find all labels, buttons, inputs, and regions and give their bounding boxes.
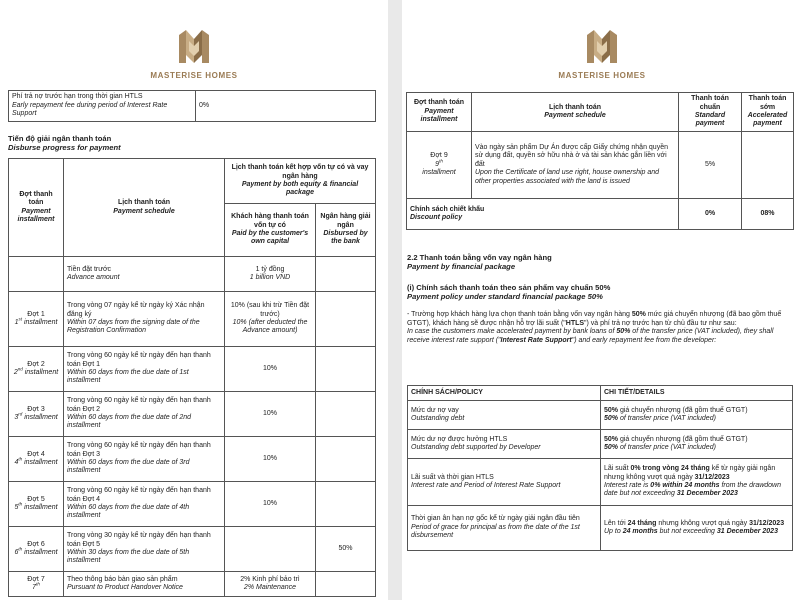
disburse-row [9, 257, 376, 292]
header-combined [225, 159, 376, 204]
installment-sup: th [18, 456, 23, 462]
detail-en-bold: 24 months [622, 528, 658, 535]
installment-ordinal [12, 581, 60, 592]
schedule-cell [64, 527, 225, 572]
disburse-row [9, 572, 376, 597]
detail-vi-bold2: 31/12/2023 [694, 473, 730, 481]
installment-9-ordinal [410, 158, 468, 169]
own-capital-en: 10% (after deducted the Advance amount) [232, 319, 308, 335]
para-en-part1: In case the customers make accelerated payment by bank loans of [407, 328, 617, 336]
header-schedule-vi: Lịch thanh toán [117, 199, 171, 207]
installment-cell [9, 572, 64, 597]
own-capital-cell [225, 392, 316, 437]
schedule-cell [64, 572, 225, 597]
disburse-title-vi: Tiến độ giải ngân thanh toán [8, 134, 112, 143]
brand-logo-icon [177, 27, 211, 65]
schedule-vi: Trong vòng 60 ngày kể từ ngày đến hạn thanh toán Đợt 2 [67, 397, 211, 413]
installment-en: installment [24, 459, 58, 466]
detail-vi-text: giá chuyển nhượng (đã gồm thuế GTGT) [618, 435, 748, 443]
disburse-row [9, 437, 376, 482]
installment-cell [9, 257, 64, 292]
para-en-bold2: Interest Rate Support [500, 336, 572, 344]
schedule-cell [64, 292, 225, 347]
installment-cell [9, 437, 64, 482]
installment-9-cell [407, 132, 472, 199]
detail-en [604, 528, 789, 536]
section-i-en: Payment policy under standard financial package 50% [407, 292, 603, 302]
bank-cell: 50% [316, 527, 376, 572]
detail-cell [601, 506, 793, 551]
installment-vi: Đợt 1 [27, 310, 45, 318]
detail-en [604, 444, 789, 452]
disburse-title-en: Disburse progress for payment [8, 143, 121, 153]
disburse-title [8, 134, 121, 152]
installment-cell [9, 392, 64, 437]
installment-sup: nd [17, 366, 23, 372]
detail-en-bold2: 31 December 2023 [716, 528, 778, 535]
header-schedule-en: Payment schedule [113, 207, 175, 215]
discount-accel: 08% [742, 199, 794, 230]
disburse-row [9, 527, 376, 572]
detail-vi-bold: 50% [604, 435, 619, 443]
installment-en: installment [24, 369, 59, 376]
section-i-title [407, 283, 610, 301]
header-installment-vi: Đợt thanh toán [19, 190, 53, 207]
brand-name-right: MASTERISE HOMES [558, 71, 646, 80]
detail-en-text: of transfer price (VAT included) [618, 415, 716, 422]
installment-ordinal [12, 501, 60, 512]
detail-en [604, 415, 789, 423]
bank-cell [316, 392, 376, 437]
brand-logo-right [547, 27, 657, 80]
own-capital-cell [225, 437, 316, 482]
installment-vi: Đợt 2 [27, 360, 45, 368]
own-capital-en: 2% Maintenance [243, 584, 297, 591]
header-policy: CHÍNH SÁCH/POLICY [408, 386, 601, 401]
installment-sup: rd [18, 411, 23, 417]
installment-num: 3 [14, 414, 19, 421]
left-page [0, 0, 388, 600]
installment-vi: Đợt 4 [27, 450, 45, 458]
right-page [402, 0, 800, 600]
para-vi-bold1: 50% [631, 311, 646, 318]
header-combined-vi: Lịch thanh toán kết hợp vốn tự có và vay ngân hàng [231, 164, 369, 180]
para-vi-part1: - Trường hợp khách hàng lựa chọn thanh toán bằng vốn vay ngân hàng [407, 311, 632, 318]
policy-cell [408, 459, 601, 506]
schedule-vi: Trong vòng 60 ngày kể từ ngày đến hạn thanh toán Đợt 1 [67, 352, 211, 368]
header-schedule-right-vi: Lịch thanh toán [548, 103, 602, 111]
para-vi-part3: ") và phí trả nợ trước hạn từ chủ đầu tư như sau: [584, 319, 737, 327]
policy-vi: Mức dư nợ vay [411, 406, 459, 414]
header-installment-right-vi: Đợt thanh toán [413, 99, 465, 107]
discount-standard: 0% [679, 199, 742, 230]
policy-en: Outstanding debt supported by Developer [411, 444, 541, 451]
own-capital-cell [225, 347, 316, 392]
own-capital-vi: 10% [262, 454, 277, 462]
policy-vi: Mức dư nợ được hưởng HTLS [411, 435, 508, 443]
header-installment [9, 159, 64, 257]
policy-en: Outstanding debt [411, 415, 465, 422]
header-standard-vi: Thanh toán chuẩn [691, 95, 729, 111]
detail-cell [601, 430, 793, 459]
payment-table-right [406, 92, 794, 230]
disburse-row [9, 482, 376, 527]
header-accel-en: Accelerated payment [747, 112, 788, 128]
schedule-vi: Tiền đặt trước [67, 265, 112, 273]
detail-en-text: but not exceeding [657, 528, 717, 535]
early-repayment-value: 0% [196, 91, 376, 122]
own-capital-vi: 10% [262, 409, 277, 417]
installment-9-en: installment [422, 169, 456, 177]
policy-en: Interest rate and Period of Interest Rate Support [411, 482, 561, 489]
detail-vi-bold: 24 tháng [627, 519, 657, 527]
header-own-capital [225, 204, 316, 257]
disburse-row [9, 347, 376, 392]
schedule-cell [64, 347, 225, 392]
installment-cell [9, 347, 64, 392]
detail-vi-bold: 0% trong vòng 24 tháng [630, 465, 710, 473]
bank-cell [316, 437, 376, 482]
disburse-table [8, 158, 376, 597]
schedule-vi: Trong vòng 30 ngày kể từ ngày đến hạn thanh toán Đợt 5 [67, 532, 211, 548]
header-bank [316, 204, 376, 257]
own-capital-vi: 10% (sau khi trừ Tiền đặt trước) [230, 302, 310, 318]
page-gap [388, 0, 402, 600]
disburse-body [9, 257, 376, 597]
detail-vi-text: giá chuyển nhượng (đã gồm thuế GTGT) [618, 406, 748, 414]
detail-en-bold: 0% within 24 months [650, 482, 720, 489]
header-own-en: Paid by the customer's own capital [231, 230, 309, 246]
installment-ordinal [12, 316, 60, 327]
detail-en-bold: 50% [604, 444, 619, 451]
header-installment-en: Payment installment [17, 207, 55, 223]
installment-9-schedule-vi: Vào ngày sản phẩm Dự Án được cấp Giấy chứng nhận quyền sử dụng đất, quyền sở hữu nhà ở và tài sản khác gắn liền với đất [475, 143, 668, 168]
header-own-vi: Khách hàng thanh toán vốn tự có [231, 213, 309, 229]
schedule-vi: Trong vòng 60 ngày kể từ ngày đến hạn thanh toán Đợt 3 [67, 442, 211, 458]
detail-en-bold2: 31 December 2023 [676, 490, 738, 498]
header-bank-en: Disbursed by the bank [323, 230, 368, 246]
schedule-cell [64, 257, 225, 292]
policy-cell [408, 401, 601, 430]
own-capital-vi: 1 tỷ đồng [255, 265, 285, 273]
installment-num: 7 [32, 584, 37, 591]
installment-vi: Đợt 6 [27, 540, 45, 548]
schedule-en: Within 60 days from the due date of 2nd installment [67, 414, 192, 430]
header-standard [679, 93, 742, 132]
detail-vi [604, 407, 789, 415]
installment-9-schedule [472, 132, 679, 199]
own-capital-cell [225, 482, 316, 527]
header-combined-en: Payment by both equity & financial package [241, 181, 359, 197]
policy-en: Period of grace for principal as from the date of the 1st disbursement [411, 523, 580, 540]
installment-cell [9, 482, 64, 527]
policy-body [408, 401, 793, 551]
own-capital-cell [225, 572, 316, 597]
discount-row [407, 199, 794, 230]
early-repayment-label-vi: Phí trả nợ trước hạn trong thời gian HTLS [12, 93, 143, 101]
installment-num: 5 [14, 504, 19, 511]
detail-vi-pre: Lên tới [604, 519, 628, 527]
installment-ordinal [12, 411, 60, 422]
header-bank-vi: Ngân hàng giải ngân [320, 213, 371, 229]
installment-sup: th [18, 546, 23, 552]
installment-ordinal [12, 456, 60, 467]
header-schedule-right-en: Payment schedule [544, 112, 606, 119]
brand-logo-icon [585, 27, 619, 65]
policy-row [408, 459, 793, 506]
installment-num: 1 [14, 319, 19, 326]
own-capital-en: 1 billion VND [249, 274, 291, 281]
disburse-row [9, 392, 376, 437]
section-2-2-title [407, 253, 552, 271]
discount-label-en: Discount policy [410, 214, 463, 221]
schedule-en: Pursuant to Product Handover Notice [67, 584, 183, 591]
installment-num: 2 [13, 369, 18, 376]
installment-9-num: 9 [435, 160, 440, 168]
header-accelerated [742, 93, 794, 132]
detail-vi-bold: 50% [604, 406, 619, 414]
para-en-part3: ") and early repayment fee from the developer: [571, 336, 717, 344]
bank-cell [316, 292, 376, 347]
section-2-2-vi: 2.2 Thanh toán bằng vốn vay ngân hàng [407, 253, 552, 262]
schedule-cell [64, 392, 225, 437]
loan-paragraph-en [407, 328, 791, 345]
own-capital-vi: 10% [262, 364, 277, 372]
header-accel-vi: Thanh toán sớm [748, 95, 787, 111]
installment-sup: th [18, 501, 23, 507]
brand-name: MASTERISE HOMES [150, 71, 238, 80]
policy-table [407, 385, 793, 551]
installment-en: installment [24, 549, 58, 556]
schedule-cell [64, 482, 225, 527]
detail-vi-text: nhưng không vượt quá ngày [656, 519, 750, 527]
policy-row [408, 506, 793, 551]
bank-cell [316, 572, 376, 597]
header-detail: CHI TIẾT/DETAILS [601, 386, 793, 401]
installment-9-accel [742, 132, 794, 199]
detail-en-pre: Up to [604, 528, 623, 535]
policy-vi: Lãi suất và thời gian HTLS [411, 473, 494, 481]
header-installment-right [407, 93, 472, 132]
installment-cell [9, 292, 64, 347]
para-vi-bold2: HTLS [565, 319, 585, 327]
policy-cell [408, 506, 601, 551]
detail-vi [604, 436, 789, 444]
schedule-vi: Theo thông báo bàn giao sản phẩm [67, 575, 178, 583]
detail-cell [601, 401, 793, 430]
detail-en-bold: 50% [604, 415, 619, 422]
detail-en-pre: Interest rate is [604, 482, 651, 489]
header-standard-en: Standard payment [694, 112, 726, 128]
installment-vi: Đợt 5 [27, 495, 45, 503]
detail-en [604, 482, 789, 499]
para-en-part2: of the transfer price (VAT included), they shall receive interest rate support (" [407, 328, 774, 344]
detail-vi [604, 465, 789, 482]
detail-vi-pre: Lãi suất [604, 465, 631, 473]
own-capital-vi: 10% [262, 499, 277, 507]
installment-ordinal [12, 366, 60, 377]
schedule-en: Advance amount [67, 274, 120, 281]
loan-paragraph [407, 311, 791, 345]
installment-cell [9, 527, 64, 572]
discount-label-vi: Chính sách chiết khấu [410, 205, 485, 213]
installment-num: 4 [14, 459, 19, 466]
installment-vi: Đợt 3 [27, 405, 45, 413]
schedule-en: Within 60 days from the due date of 4th installment [67, 504, 190, 520]
section-i-vi: (i) Chính sách thanh toán theo sản phẩm vay chuẩn 50% [407, 283, 611, 292]
brand-logo [139, 27, 249, 80]
bank-cell [316, 482, 376, 527]
installment-9-standard: 5% [679, 132, 742, 199]
schedule-en: Within 07 days from the signing date of the Registration Confirmation [67, 319, 200, 335]
para-vi-part2: mức giá chuyển nhượng (đã bao gồm thuế GTGT), khách hàng sẽ được nhận hỗ trợ lãi suất (" [407, 311, 782, 327]
disburse-row [9, 292, 376, 347]
early-repayment-table [8, 90, 376, 122]
detail-en-text: from the drawdown date but not exceeding [604, 482, 782, 498]
own-capital-cell [225, 257, 316, 292]
para-en-bold1: 50% [616, 328, 631, 336]
installment-en: installment [24, 504, 58, 511]
installment-en: installment [24, 414, 58, 421]
discount-label [407, 199, 679, 230]
installment-sup: th [36, 581, 40, 587]
installment-num: 6 [14, 549, 19, 556]
schedule-cell [64, 437, 225, 482]
section-2-2-en: Payment by financial package [407, 262, 516, 272]
installment-9-row [407, 132, 794, 199]
early-repayment-label-en: Early repayment fee during period of Interest Rate Support [12, 101, 168, 118]
header-installment-right-en: Payment installment [420, 107, 458, 124]
own-capital-vi: 2% Kinh phí bảo trì [240, 575, 300, 583]
policy-row [408, 430, 793, 459]
installment-9-vi: Đợt 9 [430, 152, 448, 160]
schedule-vi: Trong vòng 60 ngày kể từ ngày đến hạn thanh toán Đợt 4 [67, 487, 211, 503]
detail-vi-text: kể từ ngày giải ngân nhưng không vượt quá ngày [604, 465, 776, 481]
schedule-en: Within 30 days from the due date of 5th installment [67, 549, 190, 565]
bank-cell [316, 257, 376, 292]
header-schedule-right [472, 93, 679, 132]
detail-cell [601, 459, 793, 506]
policy-vi: Thời gian ân hạn nợ gốc kể từ ngày giải ngân đầu tiên [411, 515, 580, 523]
installment-vi: Đợt 7 [27, 575, 45, 583]
detail-vi-bold2: 31/12/2023 [749, 519, 785, 527]
policy-row [408, 401, 793, 430]
installment-ordinal [12, 546, 60, 557]
detail-vi [604, 520, 789, 528]
installment-9-sup: th [439, 158, 443, 164]
early-repayment-row [9, 91, 376, 122]
header-schedule [64, 159, 225, 257]
installment-en: installment [23, 319, 58, 326]
installment-9-schedule-en: Upon the Certificate of land use right, house ownership and other properties associated with the land is issued [475, 169, 660, 185]
schedule-vi: Trong vòng 07 ngày kể từ ngày ký Xác nhận đăng ký [67, 302, 205, 318]
schedule-en: Within 60 days from the due date of 3rd installment [67, 459, 190, 475]
policy-cell [408, 430, 601, 459]
own-capital-cell [225, 292, 316, 347]
own-capital-cell [225, 527, 316, 572]
schedule-en: Within 60 days from the due date of 1st installment [67, 369, 189, 385]
bank-cell [316, 347, 376, 392]
loan-paragraph-vi [407, 311, 791, 328]
installment-sup: st [18, 316, 22, 322]
detail-en-text: of transfer price (VAT included) [618, 444, 716, 451]
